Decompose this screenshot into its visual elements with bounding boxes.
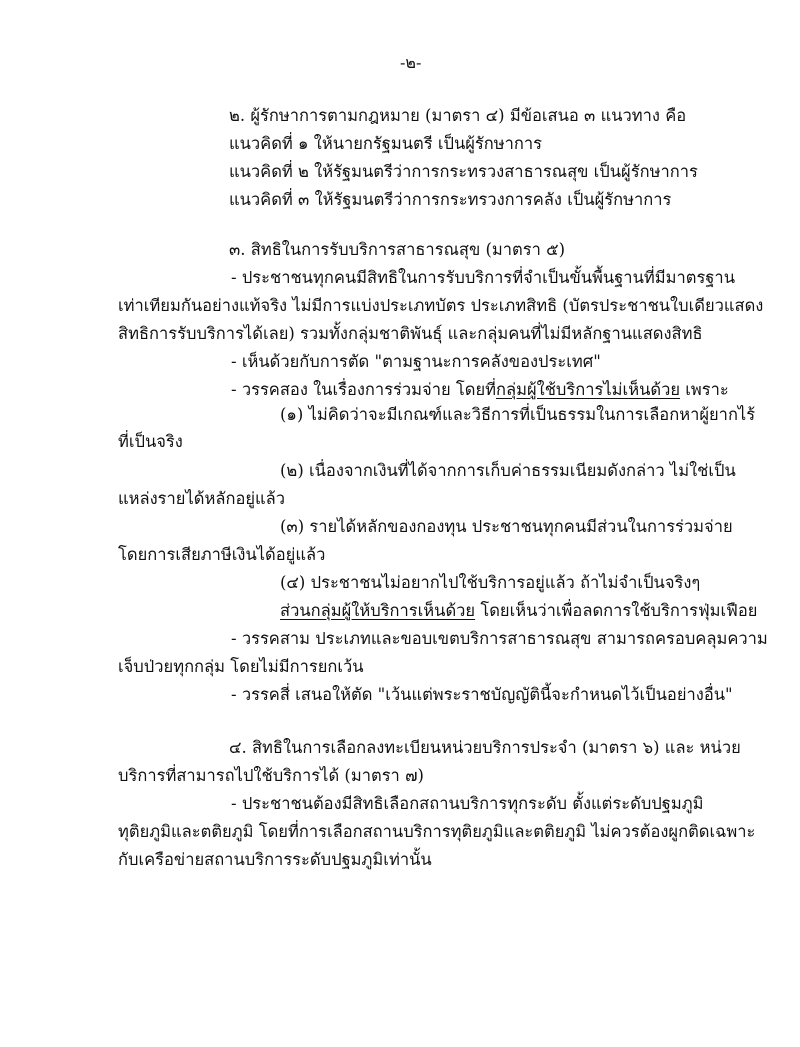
section-2-option-2: แนวคิดที่ ๒ ให้รัฐมนตรีว่าการกระทรวงสาธารณสุข เป็นผู้รักษาการ: [229, 162, 698, 181]
section-3-para-1-line-3: สิทธิการรับบริการได้เลย) รวมทั้งกลุ่มชาติพันธุ์ และกลุ่มคนที่ไม่มีหลักฐานแสดงสิทธิ: [118, 324, 703, 343]
section-4-para-1-line-2: ทุติยภูมิและตติยภูมิ โดยที่การเลือกสถานบริการทุติยภูมิและตติยภูมิ ไม่ควรต้องผูกติดเฉพาะ: [118, 822, 756, 841]
section-3-para-3: [231, 380, 729, 400]
reason-3-line-1: (๓) รายได้หลักของกองทุน ประชาชนทุกคนมีส่วนในการร่วมจ่าย: [280, 517, 733, 536]
section-3-para-4-line-2: เจ็บป่วยทุกกลุ่ม โดยไม่มีการยกเว้น: [118, 657, 364, 676]
users-disagree-underlined: กลุ่มผู้ใช้บริการไม่เห็นด้วย: [496, 380, 681, 399]
section-4-para-1-line-1: - ประชาชนต้องมีสิทธิเลือกสถานบริการทุกระดับ ตั้งแต่ระดับปฐมภูมิ: [231, 794, 704, 813]
section-2-option-3: แนวคิดที่ ๓ ให้รัฐมนตรีว่าการกระทรวงการคลัง เป็นผู้รักษาการ: [229, 190, 672, 209]
section-3-para-1-line-2: เท่าเทียมกันอย่างแท้จริง ไม่มีการแบ่งประเภทบัตร ประเภทสิทธิ (บัตรประชาชนใบเดียวแสดง: [118, 296, 764, 315]
provider-opinion-rest: โดยเห็นว่าเพื่อลดการใช้บริการฟุ่มเฟือย: [475, 601, 758, 620]
section-4-heading-line-1: ๔. สิทธิในการเลือกลงทะเบียนหน่วยบริการประจำ (มาตรา ๖) และ หน่วย: [229, 738, 741, 757]
reason-2-line-1: (๒) เนื่องจากเงินที่ได้จากการเก็บค่าธรรมเนียมดังกล่าว ไม่ใช่เป็น: [280, 461, 736, 480]
section-4-heading-line-2: บริการที่สามารถไปใช้บริการได้ (มาตรา ๗): [118, 766, 424, 785]
section-3-para-1-line-1: - ประชาชนทุกคนมีสิทธิในการรับบริการที่จำเป็นขั้นพื้นฐานที่มีมาตรฐาน: [231, 268, 735, 287]
section-2-option-1: แนวคิดที่ ๑ ให้นายกรัฐมนตรี เป็นผู้รักษาการ: [229, 134, 543, 153]
reason-1-line-1: (๑) ไม่คิดว่าจะมีเกณฑ์และวิธีการที่เป็นธรรมในการเลือกหาผู้ยากไร้: [280, 405, 756, 424]
provider-opinion: [280, 601, 757, 621]
reason-2-line-2: แหล่งรายได้หลักอยู่แล้ว: [118, 489, 286, 508]
section-3-para-5: - วรรคสี่ เสนอให้ตัด "เว้นแต่พระราชบัญญัตินี้จะกำหนดไว้เป็นอย่างอื่น": [231, 685, 733, 704]
section-2-heading: ๒. ผู้รักษาการตามกฎหมาย (มาตรา ๔) มีข้อเสนอ ๓ แนวทาง คือ: [229, 106, 687, 125]
para-3-before: - วรรคสอง ในเรื่องการร่วมจ่าย โดยที่: [231, 380, 497, 399]
section-3-para-2: - เห็นด้วยกับการตัด "ตามฐานะการคลังของประเทศ": [231, 352, 601, 371]
section-4-para-1-line-3: กับเครือข่ายสถานบริการระดับปฐมภูมิเท่านั้น: [118, 850, 432, 869]
reason-1-line-2: ที่เป็นจริง: [118, 432, 183, 451]
section-3-heading: ๓. สิทธิในการรับบริการสาธารณสุข (มาตรา ๕): [229, 240, 566, 259]
reason-3-line-2: โดยการเสียภาษีเงินได้อยู่แล้ว: [118, 545, 326, 564]
reason-4: (๔) ประชาชนไม่อยากไปใช้บริการอยู่แล้ว ถ้าไม่จำเป็นจริงๆ: [280, 573, 701, 592]
page-number: -๒-: [400, 53, 422, 72]
para-3-after: เพราะ: [680, 380, 729, 399]
section-3-para-4-line-1: - วรรคสาม ประเภทและขอบเขตบริการสาธารณสุข สามารถครอบคลุมความ: [231, 629, 768, 648]
providers-agree-underlined: ส่วนกลุ่มผู้ให้บริการเห็นด้วย: [280, 601, 476, 620]
